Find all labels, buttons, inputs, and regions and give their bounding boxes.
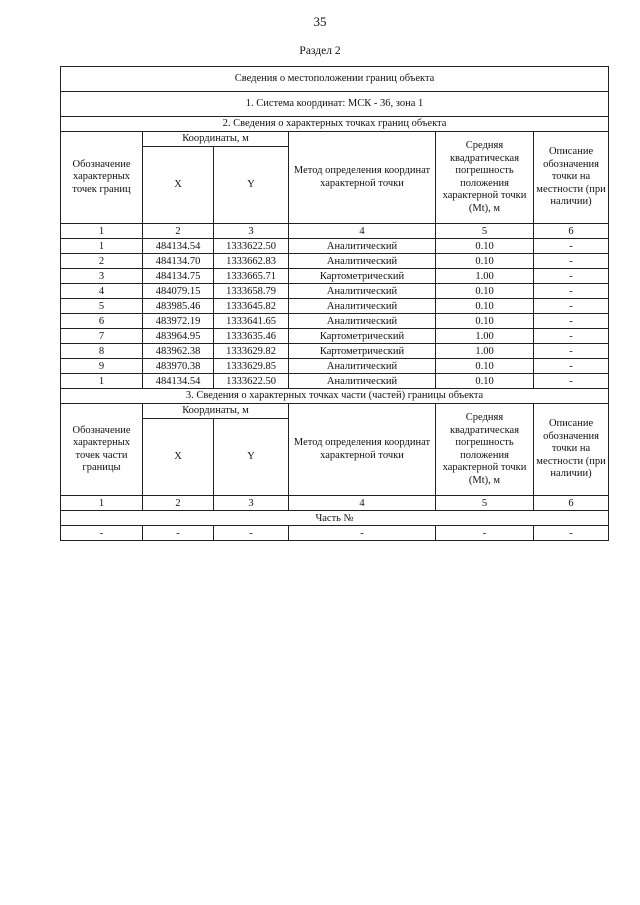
column-number: 5 (436, 496, 534, 511)
method: Аналитический (289, 314, 436, 329)
coord-y: 1333641.65 (214, 314, 289, 329)
column-number: 4 (289, 224, 436, 239)
method: Картометрический (289, 269, 436, 284)
error-mt: 0.10 (436, 314, 534, 329)
error-mt: 0.10 (436, 254, 534, 269)
error-mt: 0.10 (436, 374, 534, 389)
method: Аналитический (289, 359, 436, 374)
coord-y: 1333629.85 (214, 359, 289, 374)
section2-col-error: Средняя квадратическая погрешность положения характерной точки (Mt), м (436, 132, 534, 224)
column-number: 1 (61, 496, 143, 511)
section3-col-y: Y (214, 419, 289, 496)
method: Аналитический (289, 299, 436, 314)
description: - (534, 359, 609, 374)
section3-col-x: X (143, 419, 214, 496)
section3-col-error: Средняя квадратическая погрешность положения характерной точки (Mt), м (436, 404, 534, 496)
description: - (534, 344, 609, 359)
section3-col-description: Описание обозначения точки на местности (при наличии) (534, 404, 609, 496)
error-mt: 0.10 (436, 239, 534, 254)
column-number: 1 (61, 224, 143, 239)
method: Картометрический (289, 329, 436, 344)
section3-col-method: Метод определения координат характерной точки (289, 404, 436, 496)
description: - (534, 299, 609, 314)
coord-x: 484134.70 (143, 254, 214, 269)
coord-x: 484134.54 (143, 239, 214, 254)
description: - (534, 239, 609, 254)
table-row (61, 284, 609, 299)
table-row (61, 314, 609, 329)
method: Аналитический (289, 239, 436, 254)
description: - (534, 284, 609, 299)
point-number: 1 (61, 239, 143, 254)
coord-y: 1333658.79 (214, 284, 289, 299)
column-number: 2 (143, 224, 214, 239)
section2-col-description: Описание обозначения точки на местности (при наличии) (534, 132, 609, 224)
column-number: 5 (436, 224, 534, 239)
table-row (61, 299, 609, 314)
column-number: 6 (534, 224, 609, 239)
table-row (61, 329, 609, 344)
error-mt: 1.00 (436, 269, 534, 284)
description: - (534, 374, 609, 389)
section3-column-numbers (61, 496, 609, 511)
column-number: 2 (143, 496, 214, 511)
section2-col-y: Y (214, 147, 289, 224)
section3-heading: 3. Сведения о характерных точках части (частей) границы объекта (61, 389, 609, 404)
method: Аналитический (289, 284, 436, 299)
coord-x: 483962.38 (143, 344, 214, 359)
coord-y: 1333635.46 (214, 329, 289, 344)
section3-col-designation: Обозначение характерных точек части границы (61, 404, 143, 496)
section2-col-designation: Обозначение характерных точек границ (61, 132, 143, 224)
coord-y: 1333622.50 (214, 374, 289, 389)
description: - (534, 329, 609, 344)
point-number: 3 (61, 269, 143, 284)
coord-x: 484134.54 (143, 374, 214, 389)
coord-x: 483972.19 (143, 314, 214, 329)
description: - (534, 314, 609, 329)
point-number: 5 (61, 299, 143, 314)
table-row (61, 254, 609, 269)
coord-x: 483985.46 (143, 299, 214, 314)
coord-y: 1333629.82 (214, 344, 289, 359)
empty-cell: - (534, 526, 609, 541)
table-row (61, 239, 609, 254)
coord-y: 1333662.83 (214, 254, 289, 269)
table-row (61, 526, 609, 541)
section2-col-coordinates: Координаты, м (143, 132, 289, 147)
table-row (61, 344, 609, 359)
empty-cell: - (61, 526, 143, 541)
part-label: Часть № (61, 511, 609, 526)
method: Картометрический (289, 344, 436, 359)
section2-column-numbers (61, 224, 609, 239)
page-number: 35 (313, 14, 327, 29)
section2-heading: 2. Сведения о характерных точках границ объекта (61, 117, 609, 132)
section-label: Раздел 2 (299, 45, 341, 57)
error-mt: 0.10 (436, 284, 534, 299)
empty-cell: - (143, 526, 214, 541)
section3-col-coordinates: Координаты, м (143, 404, 289, 419)
error-mt: 1.00 (436, 329, 534, 344)
section2-col-method: Метод определения координат характерной точки (289, 132, 436, 224)
coord-x: 484079.15 (143, 284, 214, 299)
coord-y: 1333622.50 (214, 239, 289, 254)
point-number: 6 (61, 314, 143, 329)
error-mt: 0.10 (436, 299, 534, 314)
coord-x: 484134.75 (143, 269, 214, 284)
method: Аналитический (289, 374, 436, 389)
table-row (61, 269, 609, 284)
table-row (61, 359, 609, 374)
coord-y: 1333645.82 (214, 299, 289, 314)
table-row (61, 374, 609, 389)
coord-system: 1. Система координат: МСК - 36, зона 1 (61, 92, 609, 117)
column-number: 3 (214, 496, 289, 511)
empty-cell: - (214, 526, 289, 541)
coord-y: 1333665.71 (214, 269, 289, 284)
point-number: 8 (61, 344, 143, 359)
point-number: 7 (61, 329, 143, 344)
error-mt: 1.00 (436, 344, 534, 359)
empty-cell: - (289, 526, 436, 541)
table-title: Сведения о местоположении границ объекта (61, 67, 609, 92)
error-mt: 0.10 (436, 359, 534, 374)
coord-x: 483970.38 (143, 359, 214, 374)
description: - (534, 254, 609, 269)
description: - (534, 269, 609, 284)
section2-col-x: X (143, 147, 214, 224)
point-number: 9 (61, 359, 143, 374)
column-number: 4 (289, 496, 436, 511)
point-number: 4 (61, 284, 143, 299)
column-number: 3 (214, 224, 289, 239)
point-number: 1 (61, 374, 143, 389)
empty-cell: - (436, 526, 534, 541)
coord-x: 483964.95 (143, 329, 214, 344)
boundary-table (60, 66, 609, 541)
method: Аналитический (289, 254, 436, 269)
point-number: 2 (61, 254, 143, 269)
column-number: 6 (534, 496, 609, 511)
